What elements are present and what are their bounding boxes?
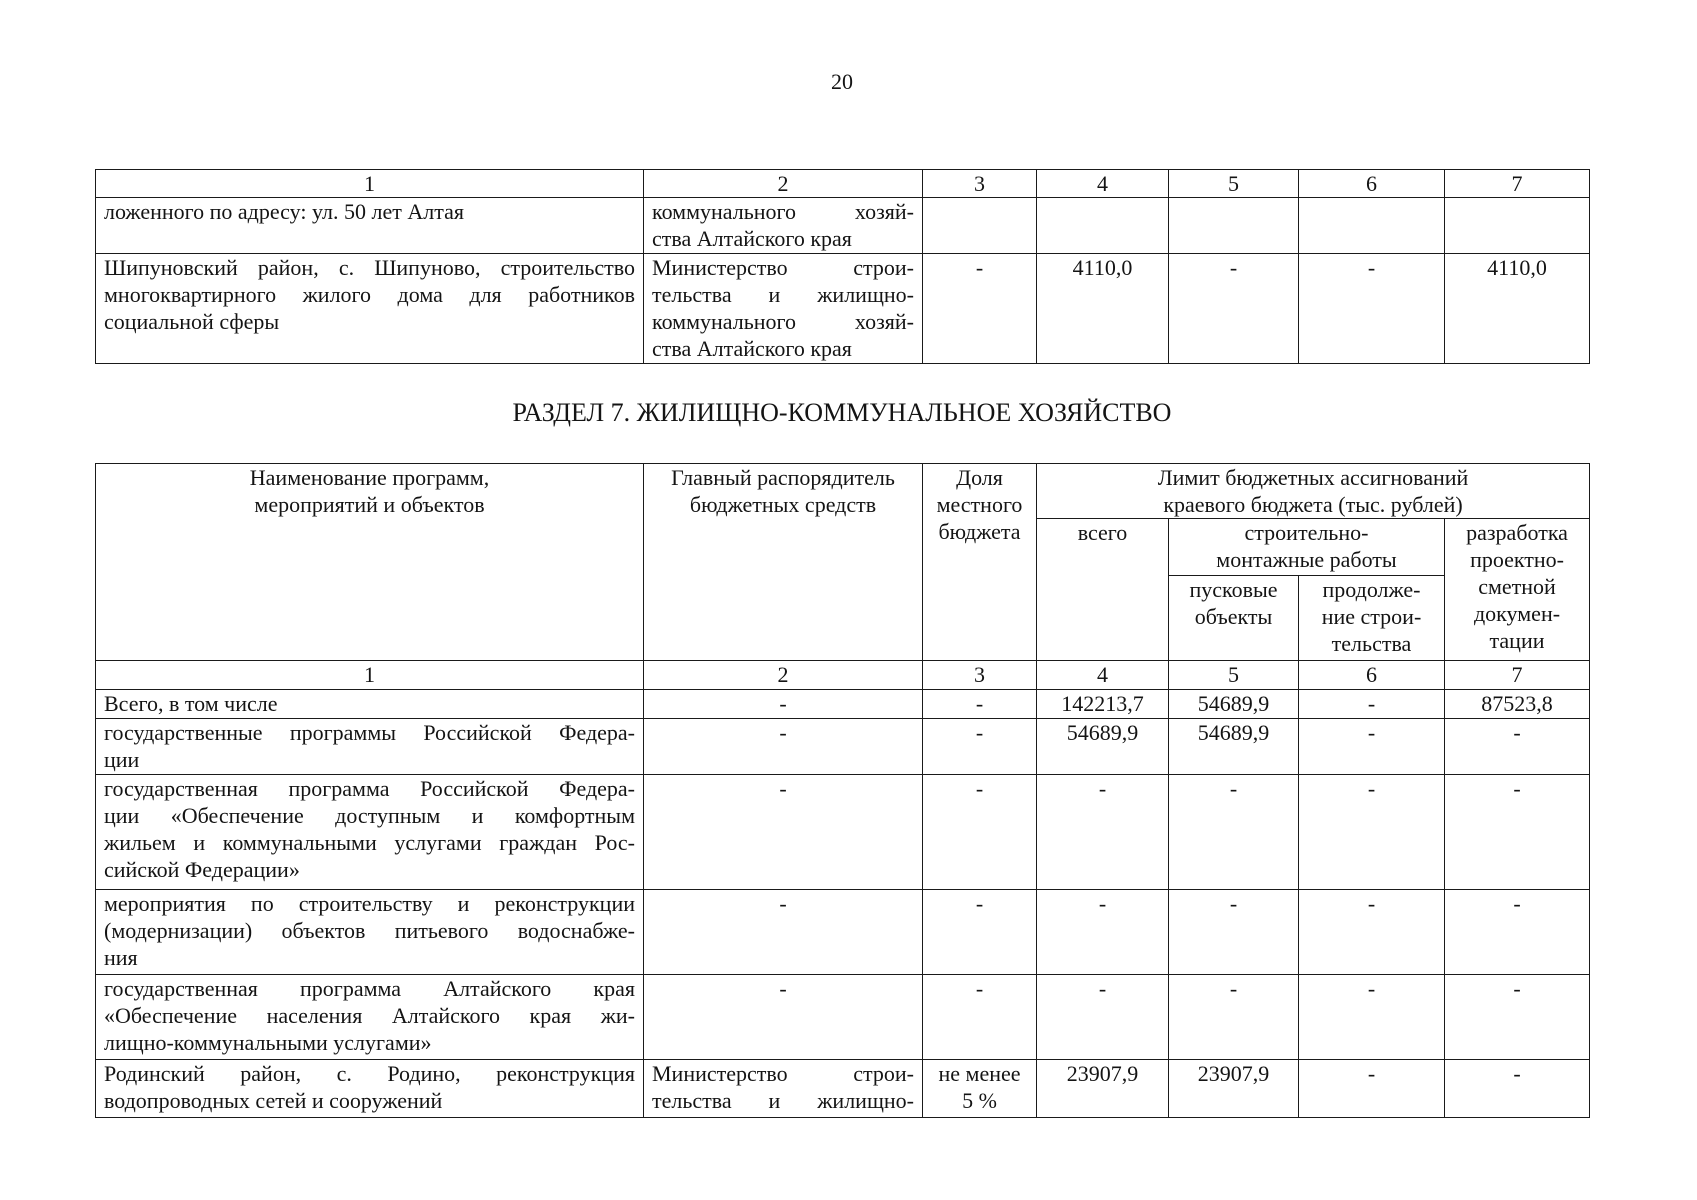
- launch-objects-cell: -: [1169, 975, 1299, 1060]
- column-number: 2: [644, 170, 923, 198]
- launch-objects-cell: 23907,9: [1169, 1060, 1299, 1118]
- name-line: Шипуновский район, с. Шипуново, строительство: [104, 255, 635, 280]
- distributor-line: Министерство строи-: [652, 1061, 914, 1086]
- launch-objects-cell: [1169, 198, 1299, 254]
- header-line: продолже-: [1322, 577, 1421, 602]
- name-cell: [96, 975, 644, 1060]
- name-line: Всего, в том числе: [104, 691, 278, 716]
- continuation-cell: -: [1299, 775, 1445, 890]
- section-title: РАЗДЕЛ 7. ЖИЛИЩНО-КОММУНАЛЬНОЕ ХОЗЯЙСТВО: [512, 398, 1172, 427]
- distributor-cell: [644, 1060, 923, 1118]
- header-distributor: [644, 464, 923, 661]
- column-number: 4: [1037, 170, 1169, 198]
- table-body: [96, 170, 1590, 364]
- name-line: государственная программа Алтайского края: [104, 976, 635, 1001]
- continuation-cell: -: [1299, 254, 1445, 364]
- name-cell: [96, 890, 644, 975]
- header-line: тации: [1489, 628, 1545, 653]
- continuation-cell: -: [1299, 890, 1445, 975]
- total-cell: [1037, 198, 1169, 254]
- total-cell: 4110,0: [1037, 254, 1169, 364]
- continuation-table: [95, 169, 1590, 364]
- design-docs-cell: -: [1445, 775, 1590, 890]
- header-local-share: [923, 464, 1037, 661]
- launch-objects-cell: -: [1169, 775, 1299, 890]
- continuation-cell: -: [1299, 975, 1445, 1060]
- header-line: ние строи-: [1321, 604, 1422, 629]
- local-share-cell: -: [923, 890, 1037, 975]
- distributor-cell: -: [644, 690, 923, 719]
- total-cell: -: [1037, 890, 1169, 975]
- local-share-cell: -: [923, 719, 1037, 775]
- local-share-cell: -: [923, 254, 1037, 364]
- column-number: 3: [923, 661, 1037, 690]
- total-cell: 142213,7: [1037, 690, 1169, 719]
- launch-objects-cell: 54689,9: [1169, 719, 1299, 775]
- header-line: Лимит бюджетных ассигнований: [1157, 465, 1469, 490]
- table-row: [96, 690, 1590, 719]
- header-name: [96, 464, 644, 661]
- column-number: 1: [96, 661, 644, 690]
- distributor-line: тельства и жилищно-: [652, 1088, 914, 1113]
- distributor-cell: [644, 254, 923, 364]
- local-share-cell: [923, 1060, 1037, 1118]
- local-share-line: 5 %: [962, 1088, 997, 1113]
- distributor-cell: [644, 198, 923, 254]
- table-row: [96, 254, 1590, 364]
- distributor-line: тельства и жилищно-: [652, 282, 914, 307]
- continuation-cell: -: [1299, 690, 1445, 719]
- distributor-cell: -: [644, 890, 923, 975]
- header-line: проектно-: [1470, 547, 1564, 572]
- local-share-cell: -: [923, 690, 1037, 719]
- total-cell: 23907,9: [1037, 1060, 1169, 1118]
- name-cell: [96, 198, 644, 254]
- total-cell: 54689,9: [1037, 719, 1169, 775]
- column-number: 5: [1169, 661, 1299, 690]
- table-row: [96, 1060, 1590, 1118]
- column-number: 6: [1299, 170, 1445, 198]
- name-line: жильем и коммунальными услугами граждан Рос-: [104, 830, 635, 855]
- distributor-cell: -: [644, 719, 923, 775]
- header-line: местного: [936, 492, 1023, 517]
- name-line: ния: [104, 945, 138, 970]
- name-line: ции: [104, 747, 140, 772]
- table-row: [96, 975, 1590, 1060]
- distributor-line: ства Алтайского края: [652, 226, 852, 251]
- header-line: монтажные работы: [1216, 547, 1397, 572]
- header-line: Наименование программ,: [249, 465, 490, 490]
- name-line: многоквартирного жилого дома для работников: [104, 282, 635, 307]
- page-number: 20: [831, 69, 853, 94]
- design-docs-cell: 4110,0: [1445, 254, 1590, 364]
- name-line: лищно-коммунальными услугами»: [104, 1030, 432, 1055]
- header-line: бюджета: [938, 519, 1021, 544]
- design-docs-cell: -: [1445, 890, 1590, 975]
- header-line: сметной: [1478, 574, 1556, 599]
- column-number: 5: [1169, 170, 1299, 198]
- name-line: государственные программы Российской Федера-: [104, 720, 635, 745]
- header-line: строительно-: [1244, 520, 1369, 545]
- name-cell: [96, 775, 644, 890]
- header-line: бюджетных средств: [689, 492, 877, 517]
- local-share-cell: -: [923, 775, 1037, 890]
- distributor-line: Министерство строи-: [652, 255, 914, 280]
- continuation-cell: -: [1299, 1060, 1445, 1118]
- header-line: объекты: [1194, 604, 1273, 629]
- name-cell: [96, 1060, 644, 1118]
- header-construction: [1169, 519, 1445, 576]
- name-line: сийской Федерации»: [104, 857, 300, 882]
- table-row: [96, 719, 1590, 775]
- table-row: [96, 890, 1590, 975]
- distributor-cell: -: [644, 975, 923, 1060]
- design-docs-cell: -: [1445, 975, 1590, 1060]
- name-line: ложенного по адресу: ул. 50 лет Алтая: [104, 199, 464, 224]
- column-number-row: [96, 661, 1590, 690]
- column-number: 3: [923, 170, 1037, 198]
- header-design-docs: [1445, 519, 1590, 661]
- column-number: 4: [1037, 661, 1169, 690]
- column-number: 7: [1445, 661, 1590, 690]
- table-row: [96, 198, 1590, 254]
- header-line: докумен-: [1473, 601, 1561, 626]
- header-line: пусковые: [1189, 577, 1278, 602]
- name-cell: [96, 690, 644, 719]
- name-line: Родинский район, с. Родино, реконструкция: [104, 1061, 635, 1086]
- total-cell: -: [1037, 775, 1169, 890]
- column-number: 2: [644, 661, 923, 690]
- name-line: водопроводных сетей и сооружений: [104, 1088, 443, 1113]
- name-cell: [96, 719, 644, 775]
- header-row: [96, 464, 1590, 519]
- local-share-line: не менее: [938, 1061, 1021, 1086]
- header-line: мероприятий и объектов: [254, 492, 485, 517]
- budget-table: [95, 463, 1590, 1118]
- distributor-cell: -: [644, 775, 923, 890]
- distributor-line: коммунального хозяй-: [652, 309, 914, 334]
- name-line: государственная программа Российской Федера-: [104, 776, 635, 801]
- name-line: ции «Обеспечение доступным и комфортным: [104, 803, 635, 828]
- column-number: 1: [96, 170, 644, 198]
- column-number: 6: [1299, 661, 1445, 690]
- design-docs-cell: [1445, 198, 1590, 254]
- column-number: 7: [1445, 170, 1590, 198]
- table-body: [96, 464, 1590, 1118]
- continuation-cell: -: [1299, 719, 1445, 775]
- design-docs-cell: -: [1445, 1060, 1590, 1118]
- header-line: краевого бюджета (тыс. рублей): [1163, 492, 1463, 517]
- header-line: Главный распорядитель: [671, 465, 895, 490]
- header-line: тельства: [1331, 631, 1412, 656]
- header-launch-objects: [1169, 576, 1299, 661]
- launch-objects-cell: -: [1169, 890, 1299, 975]
- name-line: «Обеспечение населения Алтайского края жи-: [104, 1003, 635, 1028]
- design-docs-cell: 87523,8: [1445, 690, 1590, 719]
- name-line: мероприятия по строительству и реконструкции: [104, 891, 635, 916]
- distributor-line: ства Алтайского края: [652, 336, 852, 361]
- table-row: [96, 775, 1590, 890]
- column-number-row: [96, 170, 1590, 198]
- header-line: Доля: [956, 465, 1003, 490]
- name-line: социальной сферы: [104, 309, 280, 334]
- total-cell: -: [1037, 975, 1169, 1060]
- launch-objects-cell: -: [1169, 254, 1299, 364]
- header-limit: [1037, 464, 1590, 519]
- local-share-cell: -: [923, 975, 1037, 1060]
- header-line: разработка: [1466, 520, 1568, 545]
- design-docs-cell: -: [1445, 719, 1590, 775]
- header-continuation: [1299, 576, 1445, 661]
- continuation-cell: [1299, 198, 1445, 254]
- launch-objects-cell: 54689,9: [1169, 690, 1299, 719]
- name-line: (модернизации) объектов питьевого водоснабже-: [104, 918, 635, 943]
- header-total: всего: [1037, 519, 1169, 661]
- local-share-cell: [923, 198, 1037, 254]
- name-cell: [96, 254, 644, 364]
- distributor-line: коммунального хозяй-: [652, 199, 914, 224]
